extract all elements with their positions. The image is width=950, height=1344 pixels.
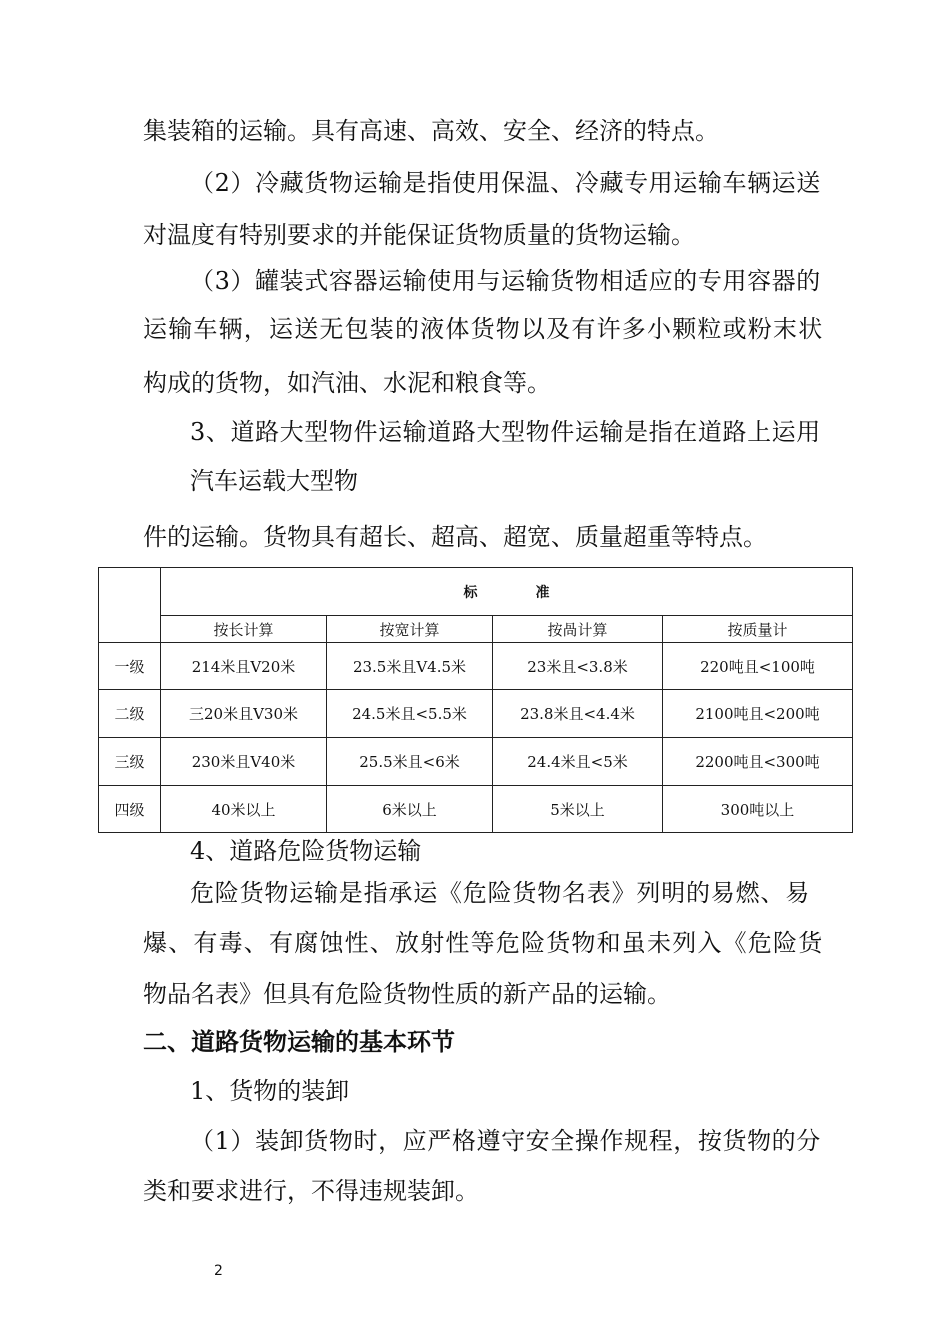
column-header: 按长计算 (161, 616, 327, 643)
table-header: 标准 (161, 568, 853, 616)
paragraph-line: 集装箱的运输。具有高速、高效、安全、经济的特点。 (143, 117, 719, 145)
column-header: 按宽计算 (327, 616, 493, 643)
section-heading: 1、货物的装卸 (190, 1077, 350, 1105)
table-row (99, 738, 853, 786)
table-cell: 25.5米且<6米 (327, 738, 493, 786)
table-cell: 230米且V40米 (161, 738, 327, 786)
table-corner-cell (99, 568, 161, 643)
row-level: 四级 (99, 786, 161, 833)
table-cell: 23米且<3.8米 (493, 643, 663, 690)
row-level: 三级 (99, 738, 161, 786)
table-cell: 214米且V20米 (161, 643, 327, 690)
paragraph-line: （3）罐装式容器运输使用与运输货物相适应的专用容器的 (190, 267, 821, 295)
column-header: 按咼计算 (493, 616, 663, 643)
table-cell: 23.5米且V4.5米 (327, 643, 493, 690)
table-row (99, 643, 853, 690)
paragraph-line: 3、道路大型物件运输道路大型物件运输是指在道路上运用 (190, 418, 821, 446)
paragraph-line: 危险货物运输是指承运《危险货物名表》列明的易燃、易 (190, 879, 810, 907)
table-row (99, 690, 853, 738)
paragraph-line: 汽车运载大型物 (190, 467, 358, 495)
standards-table (98, 567, 853, 833)
table-cell: 40米以上 (161, 786, 327, 833)
paragraph-line: （2）冷藏货物运输是指使用保温、冷藏专用运输车辆运送 (190, 169, 821, 197)
paragraph-line: 构成的货物，如汽油、水泥和粮食等。 (143, 369, 551, 397)
table-cell: 2200吨且<300吨 (663, 738, 853, 786)
row-level: 二级 (99, 690, 161, 738)
row-level: 一级 (99, 643, 161, 690)
chapter-heading: 二、道路货物运输的基本环节 (143, 1028, 455, 1056)
table-cell: 23.8米且<4.4米 (493, 690, 663, 738)
table-row (99, 786, 853, 833)
table-cell: 220吨且<100吨 (663, 643, 853, 690)
table-cell: 2100吨且<200吨 (663, 690, 853, 738)
paragraph-line: 对温度有特别要求的并能保证货物质量的货物运输。 (143, 221, 695, 249)
table-cell: 6米以上 (327, 786, 493, 833)
paragraph-line: （1）装卸货物时，应严格遵守安全操作规程，按货物的分 (190, 1127, 821, 1155)
column-header: 按质量计 (663, 616, 853, 643)
table-cell: 5米以上 (493, 786, 663, 833)
paragraph-line: 件的运输。货物具有超长、超高、超宽、质量超重等特点。 (143, 523, 767, 551)
paragraph-line: 类和要求进行，不得违规装卸。 (143, 1177, 479, 1205)
paragraph-line: 爆、有毒、有腐蚀性、放射性等危险货物和虽未列入《危险货 (143, 929, 824, 957)
paragraph-line: 运输车辆，运送无包装的液体货物以及有许多小颗粒或粉末状 (143, 315, 824, 343)
paragraph-line: 物品名表》但具有危险货物性质的新产品的运输。 (143, 980, 671, 1008)
page-number: 2 (214, 1263, 223, 1279)
table-cell: 24.5米且<5.5米 (327, 690, 493, 738)
table-cell: 300吨以上 (663, 786, 853, 833)
table-cell: 24.4米且<5米 (493, 738, 663, 786)
table-cell: 三20米且V30米 (161, 690, 327, 738)
section-heading: 4、道路危险货物运输 (190, 837, 422, 865)
